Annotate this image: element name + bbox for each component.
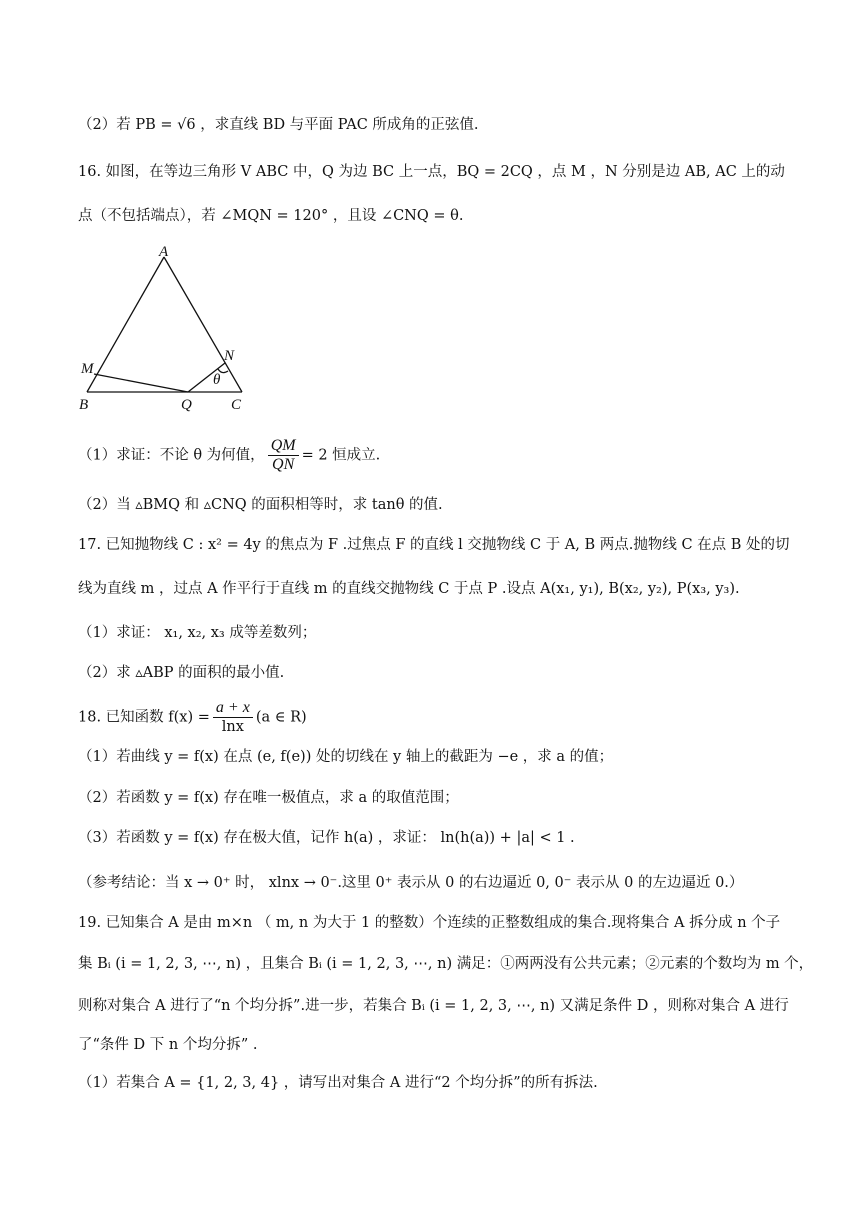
function-domain: (a ∈ R) [255,709,307,726]
problem-16-part-1 [78,437,380,474]
point-q-label: Q [181,397,192,413]
problem-19-statement-line1: 19. 已知集合 A 是由 m×n （ m, n 为大于 1 的整数）个连续的正整数组成的集合.现将集合 A 拆分成 n 个子 [78,915,781,931]
function-fraction [213,699,253,736]
problem-18-reference-note: （参考结论：当 x → 0⁺ 时， xlnx → 0⁻.这里 0⁺ 表示从 0 的右边逼近 0, 0⁻ 表示从 0 的左边逼近 0.） [78,875,744,891]
fraction-numerator: QM [268,437,299,456]
function-definition: 18. 已知函数 f(x) = [78,709,210,726]
point-n-label: N [224,348,235,364]
vertex-a-label: A [159,244,169,260]
problem-16-statement-line2: 点（不包括端点），若 ∠MQN = 120° ，且设 ∠CNQ = θ. [78,208,464,224]
problem-16-statement-line1: 16. 如图，在等边三角形 V ABC 中，Q 为边 BC 上一点，BQ = 2CQ ，点 M ，N 分别是边 AB, AC 上的动 [78,164,785,180]
problem-17-part-1: （1）求证： x₁, x₂, x₃ 成等差数列； [78,625,317,641]
problem-15-part-2: （2）若 PB = √6 ，求直线 BD 与平面 PAC 所成角的正弦值. [78,117,479,133]
problem-19-statement-line2: 集 Bᵢ (i = 1, 2, 3, ⋯, n) ，且集合 Bᵢ (i = 1, 2, 3, ⋯, n) 满足：①两两没有公共元素；②元素的个数均为 m 个， [78,956,814,972]
triangle-figure [75,243,255,418]
side-ac [164,257,242,392]
angle-theta-label: θ [213,372,221,388]
vertex-b-label: B [79,397,89,413]
part-1-tail: = 2 恒成立. [301,447,381,464]
segment-mq [94,374,188,392]
problem-17-part-2: （2）求 ▵ABP 的面积的最小值. [78,665,285,681]
problem-18-part-3: （3）若函数 y = f(x) 存在极大值，记作 h(a) ，求证： ln(h(a)) + |a| < 1 . [78,830,575,846]
problem-18-part-2: （2）若函数 y = f(x) 存在唯一极值点，求 a 的取值范围； [78,790,459,806]
problem-18-statement [78,699,307,736]
problem-19-statement-line4: 了“条件 D 下 n 个均分拆” . [78,1037,258,1053]
problem-17-statement-line2: 线为直线 m ，过点 A 作平行于直线 m 的直线交抛物线 C 于点 P .设点 A(x₁, y₁), B(x₂, y₂), P(x₃, y₃). [78,581,740,597]
function-denominator: lnx [221,719,244,735]
problem-16-part-2: （2）当 ▵BMQ 和 ▵CNQ 的面积相等时，求 tanθ 的值. [78,497,443,513]
problem-18-part-1: （1）若曲线 y = f(x) 在点 (e, f(e)) 处的切线在 y 轴上的截距为 −e ，求 a 的值； [78,749,614,765]
vertex-c-label: C [231,397,242,413]
problem-19-part-1: （1）若集合 A = {1, 2, 3, 4} ，请写出对集合 A 进行“2 个均分拆”的所有拆法. [78,1075,598,1091]
problem-19-statement-line3: 则称对集合 A 进行了“n 个均分拆”.进一步，若集合 Bᵢ (i = 1, 2, 3, ⋯, n) 又满足条件 D ，则称对集合 A 进行 [78,998,789,1014]
part-1-text: （1）求证：不论 θ 为何值， [78,447,265,464]
problem-17-statement-line1: 17. 已知抛物线 C : x² = 4y 的焦点为 F .过焦点 F 的直线 l 交抛物线 C 于 A, B 两点.抛物线 C 在点 B 处的切 [78,537,790,553]
function-numerator: a + x [213,699,253,718]
fraction-denominator: QN [272,456,295,473]
side-ab [87,257,164,392]
point-m-label: M [81,361,94,377]
ratio-fraction [268,437,299,474]
